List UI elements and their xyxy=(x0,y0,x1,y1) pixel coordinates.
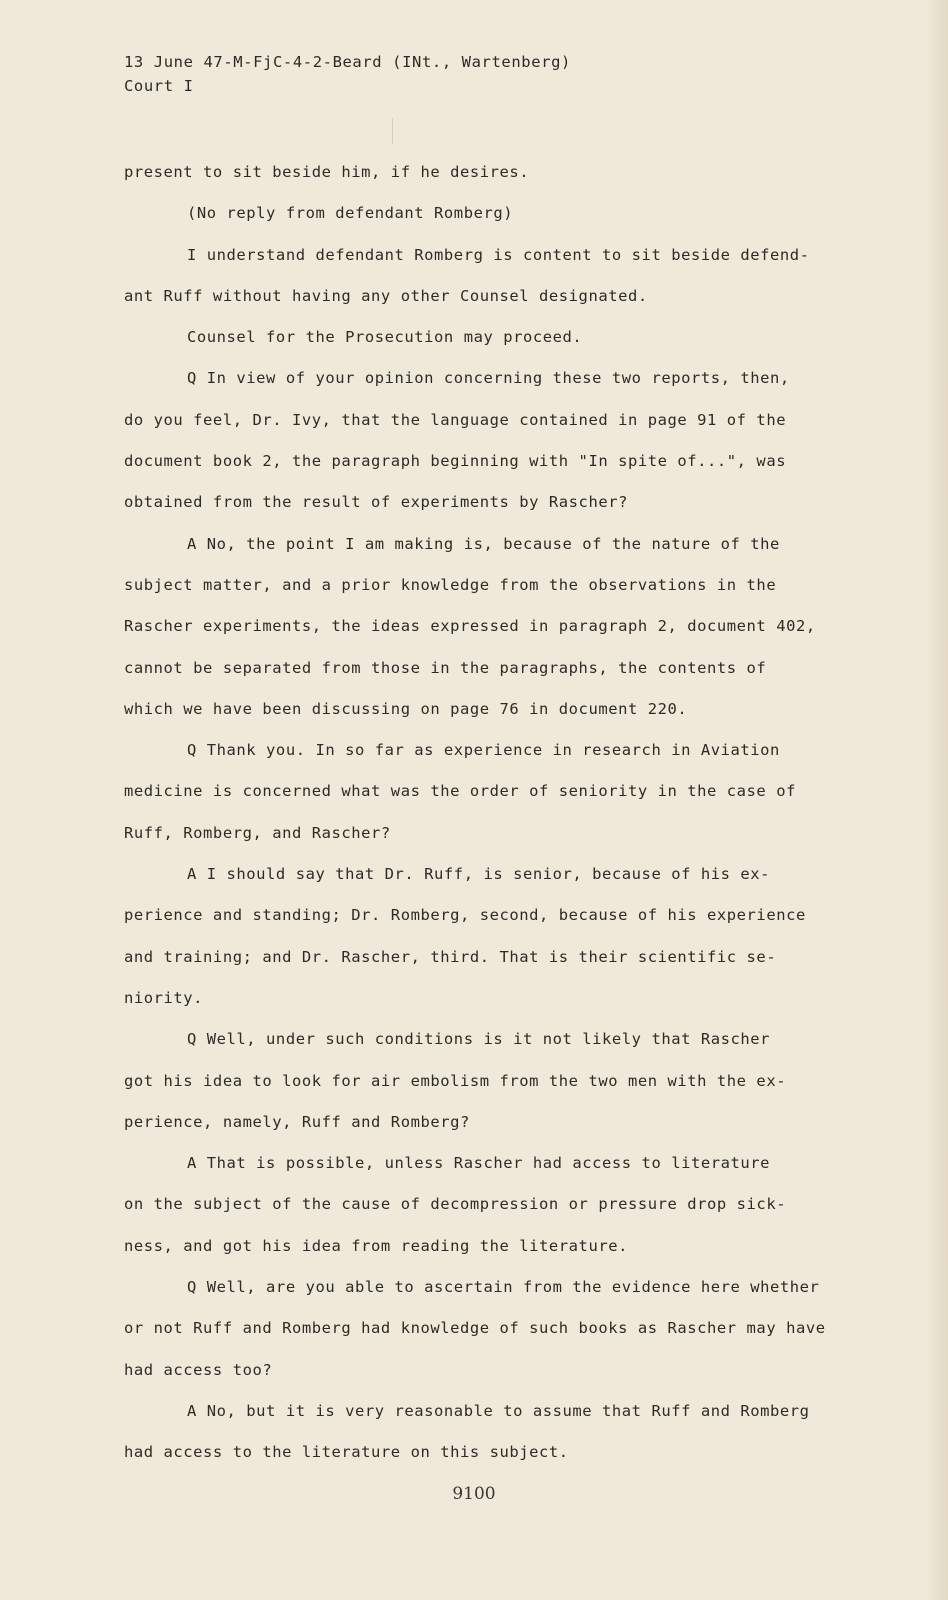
transcript-line: cannot be separated from those in the paragraphs, the contents of xyxy=(124,658,767,677)
transcript-line: Q Thank you. In so far as experience in research in Aviation xyxy=(187,741,780,760)
transcript-line: A That is possible, unless Rascher had access to literature xyxy=(187,1154,771,1173)
document-header xyxy=(124,50,571,98)
transcript-line: had access to the literature on this subject. xyxy=(124,1443,569,1462)
transcript-line: ness, and got his idea from reading the literature. xyxy=(124,1236,628,1255)
transcript-line: do you feel, Dr. Ivy, that the language contained in page 91 of the xyxy=(124,410,787,429)
transcript-line: perience, namely, Ruff and Romberg? xyxy=(124,1112,470,1131)
transcript-line: got his idea to look for air embolism from the two men with the ex- xyxy=(124,1071,787,1090)
page-number: 9100 xyxy=(452,1484,496,1504)
transcript-line: Q Well, are you able to ascertain from the evidence here whether xyxy=(187,1278,820,1297)
transcript-line: (No reply from defendant Romberg) xyxy=(187,204,514,223)
transcript-line: present to sit beside him, if he desires. xyxy=(124,163,530,181)
transcript-line: which we have been discussing on page 76 in document 220. xyxy=(124,699,688,718)
header-line-court: Court I xyxy=(124,77,194,95)
transcript-line: Q Well, under such conditions is it not likely that Rascher xyxy=(187,1030,771,1049)
paper-crease xyxy=(392,118,393,144)
transcript-line: and training; and Dr. Rascher, third. That is their scientific se- xyxy=(124,947,777,966)
transcript-line: medicine is concerned what was the order of seniority in the case of xyxy=(124,782,796,801)
transcript-line: Counsel for the Prosecution may proceed. xyxy=(187,328,583,347)
transcript-line: A I should say that Dr. Ruff, is senior, because of his ex- xyxy=(187,865,771,884)
transcript-line: had access too? xyxy=(124,1360,273,1379)
transcript-line: obtained from the result of experiments by Rascher? xyxy=(124,493,628,512)
paper-edge xyxy=(926,0,948,1600)
transcript-line: niority. xyxy=(124,988,204,1007)
transcript-line: A No, the point I am making is, because of the nature of the xyxy=(187,534,780,553)
transcript-line: document book 2, the paragraph beginning with "In spite of...", was xyxy=(124,452,787,471)
transcript-line: I understand defendant Romberg is content to sit beside defend- xyxy=(187,245,810,264)
transcript-line: or not Ruff and Romberg had knowledge of such books as Rascher may have xyxy=(124,1319,826,1338)
header-line-date-case: 13 June 47-M-FjC-4-2-Beard (INt., Wartenberg) xyxy=(124,53,571,71)
transcript-line: ant Ruff without having any other Counsel designated. xyxy=(124,286,648,305)
transcript-line: perience and standing; Dr. Romberg, second, because of his experience xyxy=(124,906,806,925)
transcript-line: Q In view of your opinion concerning these two reports, then, xyxy=(187,369,790,388)
transcript-line: on the subject of the cause of decompression or pressure drop sick- xyxy=(124,1195,787,1214)
transcript-line: subject matter, and a prior knowledge from the observations in the xyxy=(124,575,777,594)
transcript-line: Rascher experiments, the ideas expressed in paragraph 2, document 402, xyxy=(124,617,816,636)
transcript-line: Ruff, Romberg, and Rascher? xyxy=(124,823,391,842)
transcript-line: A No, but it is very reasonable to assume that Ruff and Romberg xyxy=(187,1401,810,1420)
transcript-body xyxy=(124,152,864,1474)
